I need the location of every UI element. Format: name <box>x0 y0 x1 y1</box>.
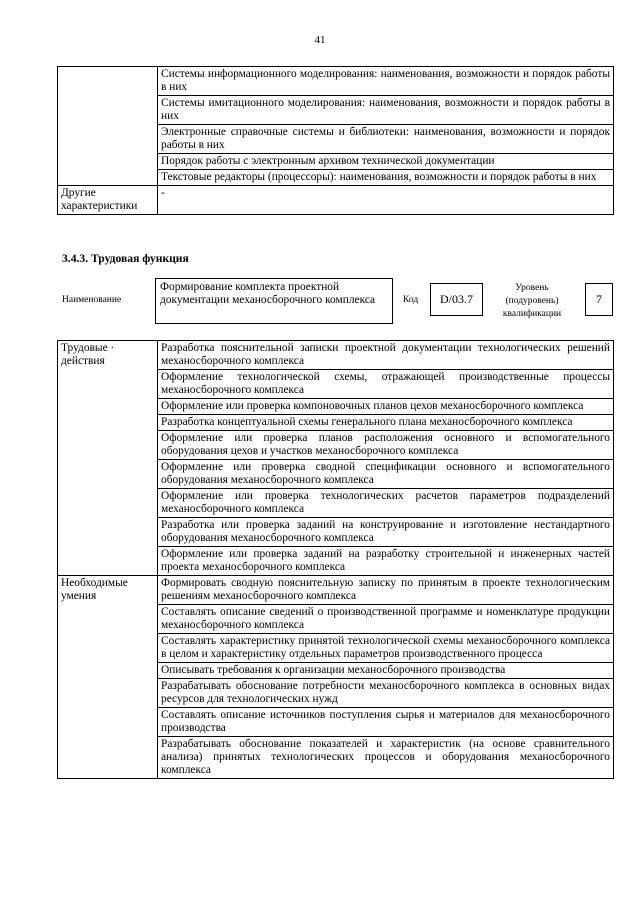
list-item: Составлять характеристику принятой технологической схемы механосборочного комплекса в целом и характеристику отдельных параметров производственного процесса <box>158 634 614 663</box>
other-characteristics-value: - <box>158 186 614 215</box>
knowledge-table-continuation <box>57 66 614 215</box>
list-item: Составлять описание сведений о производственной программе и номенклатуре продукции механосборочного комплекса <box>158 605 614 634</box>
list-item: Оформление или проверка компоновочных планов цехов механосборочного комплекса <box>158 399 614 415</box>
table-row <box>58 67 614 96</box>
list-item: Разработка концептуальной схемы генерального плана механосборочного комплекса <box>158 415 614 431</box>
table-row <box>58 576 614 605</box>
group-label-cell <box>58 67 158 186</box>
list-item: Порядок работы с электронным архивом технической документации <box>158 154 614 170</box>
list-item: Формировать сводную пояснительную записку по принятым в проекте технологическим решениям механосборочного комплекса <box>158 576 614 605</box>
table-row <box>58 341 614 370</box>
qualification-level-label: Уровень (подуровень) квалификации <box>502 283 562 319</box>
list-item: Оформление или проверка технологических расчетов параметров подразделений механосборочного комплекса <box>158 489 614 518</box>
list-item: Разрабатывать обоснование потребности механосборочного комплекса в основных видах ресурсов для технологических нужд <box>158 679 614 708</box>
list-item: Оформление или проверка планов расположения основного и вспомогательного оборудования цехов и участков механосборочного комплекса <box>158 431 614 460</box>
list-item: Электронные справочные системы и библиотеки: наименования, возможности и порядок работы в них <box>158 125 614 154</box>
page-number: 41 <box>314 34 326 46</box>
labor-actions-label: Трудовые · действия <box>58 341 158 576</box>
code-label: Код <box>403 295 419 305</box>
list-item: Оформление или проверка заданий на разработку строительной и инженерных частей проекта механосборочного комплекса <box>158 547 614 576</box>
code-value-box: D/03.7 <box>430 283 483 316</box>
list-item: Оформление технологической схемы, отражающей производственные процессы механосборочного комплекса <box>158 370 614 399</box>
section-heading: 3.4.3. Трудовая функция <box>62 252 189 265</box>
required-skills-label: Необходимые умения <box>58 576 158 779</box>
list-item: Описывать требования к организации механосборочного производства <box>158 663 614 679</box>
name-label: Наименование <box>62 295 122 305</box>
list-item: Разработка пояснительной записки проектной документации технологических решений механосборочного комплекса <box>158 341 614 370</box>
qualification-level-box: 7 <box>585 283 613 316</box>
list-item: Составлять описание источников поступления сырья и материалов для механосборочного производства <box>158 708 614 737</box>
list-item: Разрабатывать обоснование показателей и характеристик (на основе сравнительного анализа) принятых технологических процессов и оборудования механосборочного комплекса <box>158 737 614 779</box>
list-item: Системы имитационного моделирования: наименования, возможности и порядок работы в них <box>158 96 614 125</box>
list-item: Системы информационного моделирования: наименования, возможности и порядок работы в них <box>158 67 614 96</box>
labor-function-table <box>57 340 614 779</box>
list-item: Текстовые редакторы (процессоры): наименования, возможности и порядок работы в них <box>158 170 614 186</box>
name-value-box: Формирование комплекта проектной документации механосборочного комплекса <box>155 278 393 324</box>
list-item: Разработка или проверка заданий на конструирование и изготовление нестандартного оборудования механосборочного комплекса <box>158 518 614 547</box>
table-row <box>58 186 614 215</box>
other-characteristics-label: Другие характеристики <box>58 186 158 215</box>
list-item: Оформление или проверка сводной спецификации основного и вспомогательного оборудования механосборочного комплекса <box>158 460 614 489</box>
